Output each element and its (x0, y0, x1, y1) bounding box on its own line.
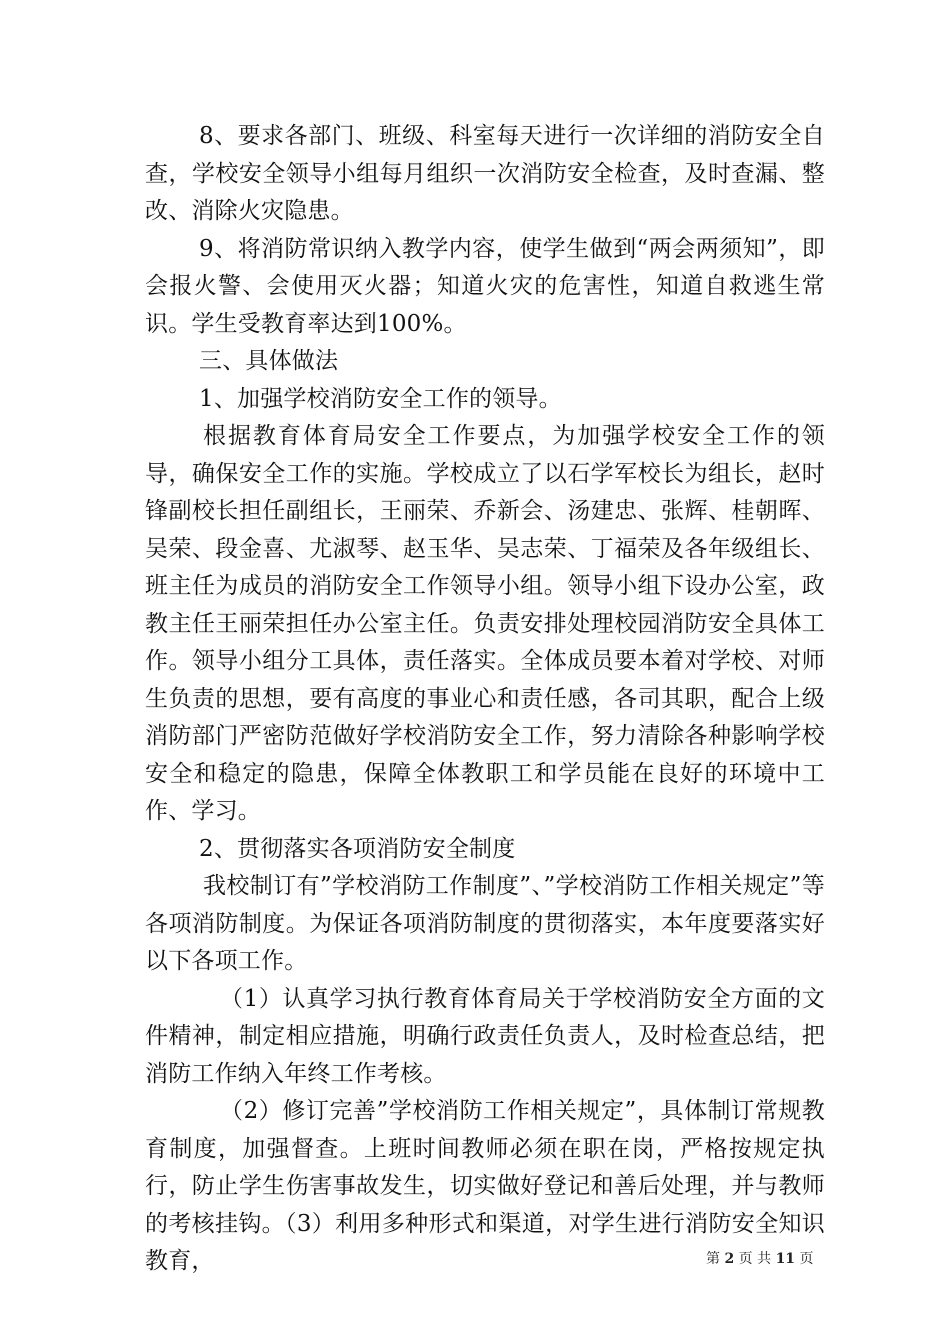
paragraph-item-9: 9、将消防常识纳入教学内容，使学生做到“两会两须知”，即会报火警、会使用灭火器；知道火灾的危害性，知道自救逃生常识。学生受教育率达到100%。 (145, 235, 825, 337)
paragraph-leadership: 根据教育体育局安全工作要点，为加强学校安全工作的领导，确保安全工作的实施。学校成立了以石学军校长为组长，赵时锋副校长担任副组长，王丽荣、乔新会、汤建忠、张辉、桂朝晖、吴荣、段金喜、尤淑琴、赵玉华、吴志荣、丁福荣及各年级组长、班主任为成员的消防安全工作领导小组。领导小组下设办公室，政教主任王丽荣担任办公室主任。负责安排处理校园消防安全具体工作。领导小组分工具体，责任落实。全体成员要本着对学校、对师生负责的思想，要有高度的事业心和责任感，各司其职，配合上级消防部门严密防范做好学校消防安全工作，努力清除各种影响学校安全和稳定的隐患，保障全体教职工和学员能在良好的环境中工作、学习。 (145, 423, 825, 824)
footer-suffix: 页 (799, 1251, 814, 1267)
subheading-leadership: 1、加强学校消防安全工作的领导。 (199, 385, 562, 412)
paragraph-regulations: 我校制订有”学校消防工作制度”、”学校消防工作相关规定”等各项消防制度。为保证各项消防制度的贯彻落实，本年度要落实好以下各项工作。 (145, 873, 825, 974)
paragraph-item-8: 8、要求各部门、班级、科室每天进行一次详细的消防安全自查，学校安全领导小组每月组织一次消防安全检查，及时查漏、整改、消除火灾隐患。 (145, 123, 825, 224)
paragraph-item-2-3: （2）修订完善”学校消防工作相关规定”，具体制订常规教育制度，加强督查。上班时间教师必须在职在岗，严格按规定执行，防止学生伤害事故发生，切实做好登记和善后处理，并与教师的考核挂钩。（3）利用多种形式和渠道，对学生进行消防安全知识教育， (145, 1098, 825, 1274)
footer-current-page: 2 (724, 1251, 735, 1267)
document-body (145, 118, 825, 1281)
footer-middle: 页 共 (738, 1251, 772, 1267)
subheading-regulations: 2、贯彻落实各项消防安全制度 (199, 835, 516, 862)
paragraph-item-1: （1）认真学习执行教育体育局关于学校消防安全方面的文件精神，制定相应措施，明确行政责任负责人，及时检查总结，把消防工作纳入年终工作考核。 (145, 985, 825, 1087)
section-heading-methods: 三、具体做法 (199, 348, 339, 374)
page-footer (706, 1248, 814, 1268)
footer-prefix: 第 (706, 1251, 720, 1267)
footer-total-pages: 11 (775, 1251, 796, 1267)
